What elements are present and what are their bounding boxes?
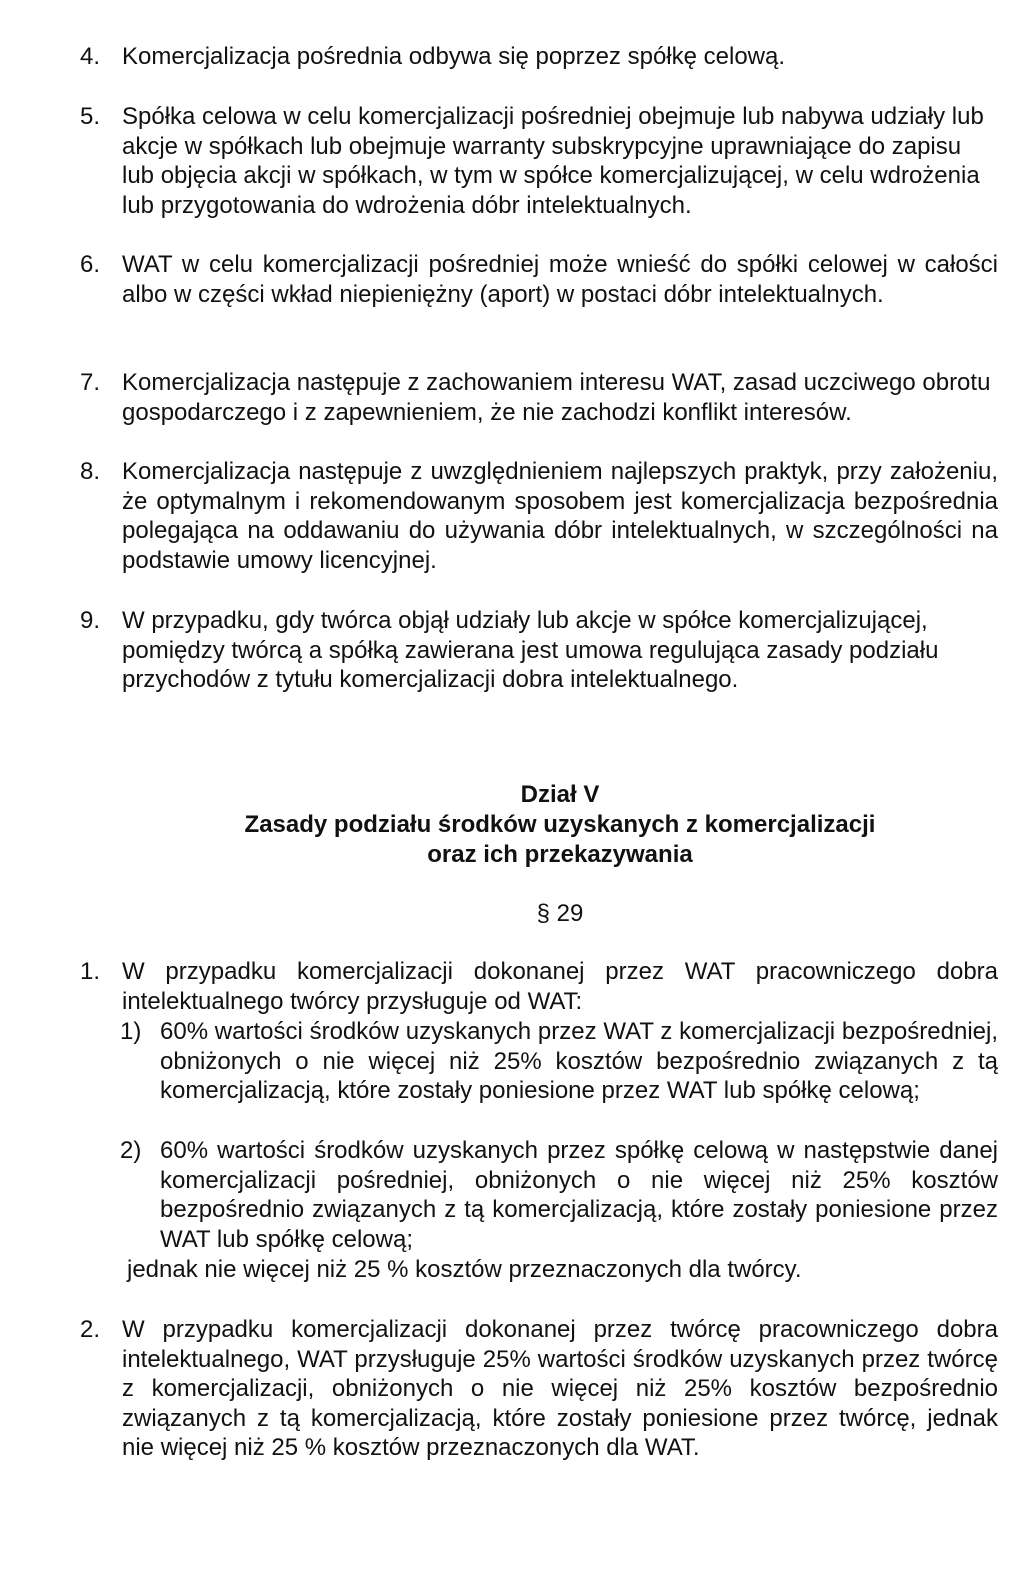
par29-item-2 xyxy=(80,1315,998,1463)
list-item-number: 7. xyxy=(80,369,101,396)
section-subtitle-line2: oraz ich przekazywania xyxy=(427,841,693,868)
subitem-text: 60% wartości środków uzyskanych przez WAT z komercjalizacji bezpośredniej, obniżonych o nie więcej niż 25% kosztów bezpośrednio związanych z tą komercjalizacją, które zostały poniesione przez WAT lub spółkę celową; xyxy=(160,1018,998,1104)
list-item-number: 2. xyxy=(80,1316,101,1343)
list-item-number: 6. xyxy=(80,251,101,278)
list-item-4 xyxy=(80,42,998,72)
list-item-number: 4. xyxy=(80,43,101,70)
paragraph-mark: § 29 xyxy=(536,900,584,927)
list-item-text: Komercjalizacja następuje z uwzględnieniem najlepszych praktyk, przy założeniu, że optymalnym i rekomendowanym sposobem jest komercjalizacja bezpośrednia polegająca na oddawaniu do używania dóbr intelektualnych, w szczególności na podstawie umowy licencyjnej. xyxy=(122,458,998,574)
list-item-number: 8. xyxy=(80,458,101,485)
list-item-number: 1. xyxy=(80,958,101,985)
list-item-7 xyxy=(80,368,998,427)
subitem-number: 2) xyxy=(120,1137,142,1164)
list-item-9 xyxy=(80,606,998,695)
par29-closing: jednak nie więcej niż 25 % kosztów przeznaczonych dla twórcy. xyxy=(127,1256,802,1283)
list-item-text: Spółka celowa w celu komercjalizacji pośredniej obejmuje lub nabywa udziały lub akcje w spółkach lub obejmuje warranty subskrypcyjne uprawniające do zapisu lub objęcia akcji w spółkach, w tym w spółce komercjalizującej, w celu wdrożenia lub przygotowania do wdrożenia dóbr intelektualnych. xyxy=(122,103,984,219)
par29-subitem-2 xyxy=(120,1136,998,1254)
list-item-text: W przypadku komercjalizacji dokonanej przez twórcę pracowniczego dobra intelektualnego, WAT przysługuje 25% wartości środków uzyskanych przez twórcę z komercjalizacji, obniżonych o nie więcej niż 25% kosztów bezpośrednio związanych z tą komercjalizacją, które zostały poniesione przez twórcę, jednak nie więcej niż 25 % kosztów przeznaczonych dla WAT. xyxy=(122,1316,998,1461)
list-item-text: W przypadku, gdy twórca objął udziały lub akcje w spółce komercjalizującej, pomiędzy twórcą a spółką zawierana jest umowa regulująca zasady podziału przychodów z tytułu komercjalizacji dobra intelektualnego. xyxy=(122,607,939,693)
list-item-text: WAT w celu komercjalizacji pośredniej może wnieść do spółki celowej w całości albo w części wkład niepieniężny (aport) w postaci dóbr intelektualnych. xyxy=(122,251,998,308)
list-item-number: 9. xyxy=(80,607,101,634)
list-item-text: W przypadku komercjalizacji dokonanej przez WAT pracowniczego dobra intelektualnego twórcy przysługuje od WAT: xyxy=(122,958,998,1015)
list-item-5 xyxy=(80,102,998,220)
par29-item-1 xyxy=(80,957,998,1016)
list-item-text: Komercjalizacja następuje z zachowaniem interesu WAT, zasad uczciwego obrotu gospodarczego i z zapewnieniem, że nie zachodzi konflikt interesów. xyxy=(122,369,991,426)
list-item-6 xyxy=(80,250,998,309)
list-item-text: Komercjalizacja pośrednia odbywa się poprzez spółkę celową. xyxy=(122,43,786,70)
section-subtitle-line1: Zasady podziału środków uzyskanych z komercjalizacji xyxy=(244,811,876,838)
section-title: Dział V xyxy=(520,781,600,808)
list-item-number: 5. xyxy=(80,103,101,130)
par29-subitem-1 xyxy=(120,1017,998,1106)
subitem-number: 1) xyxy=(120,1018,142,1045)
list-item-8 xyxy=(80,457,998,575)
subitem-text: 60% wartości środków uzyskanych przez spółkę celową w następstwie danej komercjalizacji pośredniej, obniżonych o nie więcej niż 25% kosztów bezpośrednio związanych z tą komercjalizacją, które zostały poniesione przez WAT lub spółkę celową; xyxy=(160,1137,998,1253)
